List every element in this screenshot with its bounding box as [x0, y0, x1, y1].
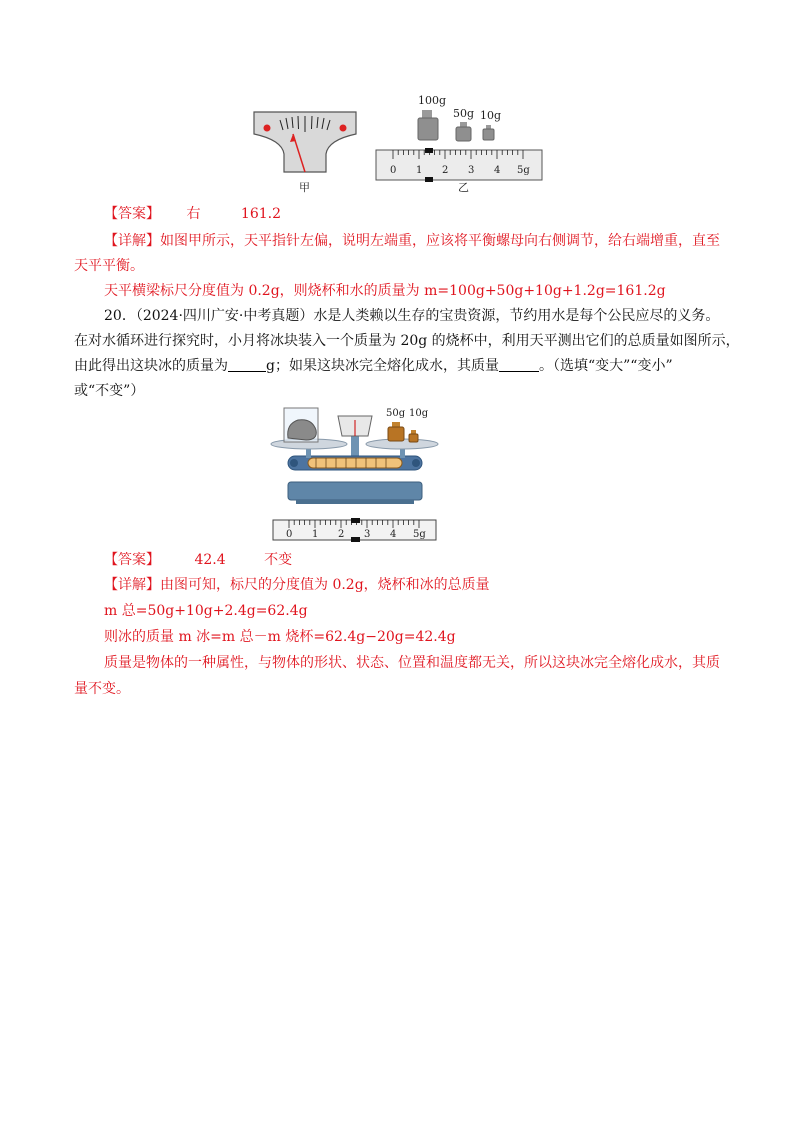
q20-line-3	[74, 357, 673, 375]
dial-jia	[254, 112, 356, 194]
q19-answer-2: 161.2	[240, 206, 281, 222]
q20-detail-line-2: m 总=50g+10g+2.4g=62.4g	[104, 603, 308, 619]
scale1-tick-2: 2	[442, 165, 449, 176]
q19-detail-line-3: 天平横梁标尺分度值为 0.2g，则烧杯和水的质量为 m=100g+50g+10g+1.2g=161.2g	[104, 283, 666, 299]
scale1-tick-1: 1	[416, 165, 423, 176]
scale2-tick-5: 5g	[413, 529, 426, 540]
q20-answer-line	[104, 551, 292, 569]
q20-answer-1: 42.4	[194, 552, 226, 568]
answer-blank-1[interactable]	[228, 357, 266, 372]
caption-yi: 乙	[458, 181, 469, 194]
caption-jia: 甲	[299, 181, 310, 194]
scale2-tick-2: 2	[338, 529, 345, 540]
q20-detail-line-4: 质量是物体的一种属性，与物体的形状、状态、位置和温度都无关，所以这块冰完全熔化成水，其质	[104, 655, 720, 671]
scale1-tick-5: 5g	[517, 165, 530, 176]
q20-answer-2: 不变	[264, 552, 293, 568]
weight-label-10g: 10g	[480, 109, 502, 122]
q20-detail-line-1	[104, 576, 490, 594]
scale1-tick-0: 0	[390, 165, 397, 176]
q20-line-2: 在对水循环进行探究时，小月将冰块装入一个质量为 20g 的烧杯中，利用天平测出它们的总质量如图所示，	[74, 333, 740, 349]
answer-label: 【答案】	[104, 552, 160, 568]
q19-answer-1: 右	[186, 206, 201, 222]
q19-answer-line	[104, 205, 281, 223]
figure-balance-dial-and-weights	[240, 92, 570, 202]
q20-detail-line-5: 量不变。	[74, 681, 130, 697]
detail-label: 【详解】	[104, 233, 160, 249]
fig2-weight-label-10g: 10g	[409, 408, 429, 419]
q20-line-3-part-b: g；如果这块冰完全熔化成水，其质量	[266, 358, 499, 374]
scale2-tick-3: 3	[364, 529, 371, 540]
q19-detail-line-2: 天平平衡。	[74, 258, 144, 274]
q20-detail-text-1: 由图可知，标尺的分度值为 0.2g，烧杯和冰的总质量	[160, 577, 490, 593]
q20-line-1: 20．（2024·四川广安·中考真题）水是人类赖以生存的宝贵资源，节约用水是每个公民应尽的义务。	[104, 308, 720, 324]
slider-scale-yi	[376, 148, 542, 194]
answer-blank-2[interactable]	[499, 357, 539, 372]
fig2-weight-label-50g: 50g	[386, 408, 406, 419]
scale2-tick-0: 0	[286, 529, 293, 540]
q19-detail-text-1: 如图甲所示，天平指针左偏，说明左端重，应该将平衡螺母向右侧调节，给右端增重，直至	[160, 233, 720, 249]
scale1-tick-4: 4	[494, 165, 501, 176]
scale2-tick-4: 4	[390, 529, 397, 540]
q20-detail-line-3: 则冰的质量 m 冰=m 总－m 烧杯=62.4g−20g=42.4g	[104, 629, 456, 645]
weight-label-100g: 100g	[418, 94, 447, 107]
q20-line-3-part-a: 由此得出这块冰的质量为	[74, 358, 228, 374]
detail-label: 【详解】	[104, 577, 160, 593]
answer-label: 【答案】	[104, 206, 160, 222]
q20-line-4: 或“不变”）	[74, 383, 145, 399]
scale2-tick-1: 1	[312, 529, 319, 540]
q20-line-3-part-c: 。（选填“变大”“变小”	[538, 358, 673, 374]
weights-yi	[418, 94, 501, 141]
slider-scale-fig2	[272, 518, 438, 544]
weight-label-50g: 50g	[453, 107, 475, 120]
scale1-tick-3: 3	[468, 165, 475, 176]
q19-detail-line-1	[104, 232, 720, 250]
